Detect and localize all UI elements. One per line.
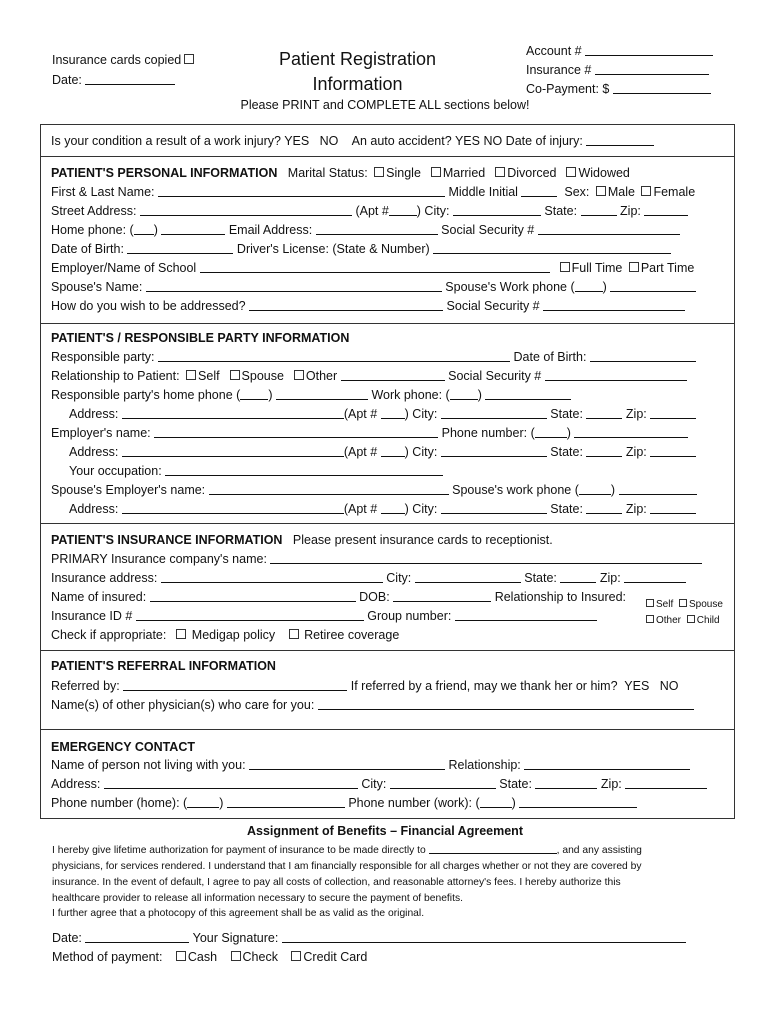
spouse-city-label: ) City: xyxy=(404,502,438,516)
spouse-zip-label: Zip: xyxy=(625,502,647,516)
ins-self-checkbox[interactable] xyxy=(646,599,654,607)
responsible-home-phone-field[interactable] xyxy=(276,387,368,400)
emergency-name-row xyxy=(51,756,726,775)
email-field[interactable] xyxy=(316,222,438,235)
full-time-checkbox[interactable] xyxy=(560,262,570,272)
referred-field[interactable] xyxy=(123,678,347,691)
relationship-label: Relationship to Patient: xyxy=(51,369,180,383)
home-phone-area-field[interactable] xyxy=(134,222,154,235)
rel-other-label: Other xyxy=(305,369,338,383)
spouse-zip-field[interactable] xyxy=(650,501,696,514)
street-row xyxy=(51,202,726,221)
spouse-employer-label: Spouse's Employer's name: xyxy=(51,483,206,497)
name-label: First & Last Name: xyxy=(51,185,155,199)
insured-relationship-label: Relationship to Insured: xyxy=(494,590,627,604)
footer-date-label: Date: xyxy=(52,931,82,945)
emergency-relationship-label: Relationship: xyxy=(448,758,521,772)
divorced-checkbox[interactable] xyxy=(495,167,505,177)
employer-zip-field[interactable] xyxy=(650,444,696,457)
spouse-address-label: Address: xyxy=(69,502,119,516)
spouse-employer-row: Spouse's Employer's name: Spouse's work phone ( ) xyxy=(51,481,726,500)
rel-other-field[interactable] xyxy=(341,368,445,381)
part-time-label: Part Time xyxy=(640,261,695,275)
insurance-id-field[interactable] xyxy=(136,608,364,621)
spouse-field[interactable] xyxy=(146,279,442,292)
credit-card-label: Credit Card xyxy=(303,950,368,964)
emergency-home-field[interactable] xyxy=(227,795,345,808)
full-time-label: Full Time xyxy=(571,261,623,275)
employer-row xyxy=(51,259,726,278)
footer-date-field[interactable] xyxy=(85,930,189,943)
assignment-title: Assignment of Benefits – Financial Agreement xyxy=(247,824,523,838)
spouse-address-row xyxy=(69,500,726,519)
physicians-field[interactable] xyxy=(318,697,694,710)
spouse-phone-label: Spouse's Work phone ( xyxy=(445,280,575,294)
insurance-heading: PATIENT'S INSURANCE INFORMATION xyxy=(51,533,283,547)
employer-address-row xyxy=(69,443,726,462)
emergency-city-label: City: xyxy=(361,777,387,791)
group-label: Group number: xyxy=(367,609,452,623)
insurance-zip-field[interactable] xyxy=(624,570,686,583)
insurance-city-label: City: xyxy=(386,571,412,585)
home-phone-row: Home phone: ( ) Email Address: Social Security # xyxy=(51,221,726,240)
injury-date-field[interactable] xyxy=(586,133,654,146)
dob-row xyxy=(51,240,726,259)
male-label: Male xyxy=(607,185,635,199)
insurance-address-field[interactable] xyxy=(161,570,383,583)
widowed-label: Widowed xyxy=(578,166,630,180)
header-date-label: Date: xyxy=(52,73,82,87)
responsible-address-label: Address: xyxy=(69,407,119,421)
emergency-address-field[interactable] xyxy=(104,776,358,789)
personal-heading: PATIENT'S PERSONAL INFORMATION xyxy=(51,166,278,180)
employer-city-field[interactable] xyxy=(441,444,547,457)
responsible-dob-field[interactable] xyxy=(590,349,696,362)
ins-spouse-checkbox[interactable] xyxy=(679,599,687,607)
employer-state-label: State: xyxy=(550,445,583,459)
employer-name-field[interactable] xyxy=(154,425,438,438)
payment-label: Method of payment: xyxy=(52,950,163,964)
responsible-zip-label: Zip: xyxy=(625,407,647,421)
spouse-row: Spouse's Name: Spouse's Work phone ( ) xyxy=(51,278,726,297)
responsible-work-phone-area[interactable] xyxy=(450,387,478,400)
employer-address-field[interactable] xyxy=(122,444,344,457)
account-row xyxy=(526,42,713,61)
responsible-party-row xyxy=(51,348,726,367)
female-checkbox[interactable] xyxy=(641,186,651,196)
insured-label: Name of insured: xyxy=(51,590,147,604)
cash-label: Cash xyxy=(187,950,218,964)
zip-field[interactable] xyxy=(644,203,688,216)
spouse-apt-field[interactable] xyxy=(381,501,405,514)
responsible-home-phone-area[interactable] xyxy=(240,387,268,400)
spouse-phone-area-field[interactable] xyxy=(575,279,603,292)
physicians-row xyxy=(51,696,726,715)
employer-name-row: Employer's name: Phone number: ( ) xyxy=(51,424,726,443)
emergency-heading: EMERGENCY CONTACT xyxy=(51,740,195,754)
thank-yes[interactable]: YES xyxy=(624,679,650,693)
state-field[interactable] xyxy=(581,203,617,216)
personal-section xyxy=(40,156,735,324)
emergency-state-label: State: xyxy=(499,777,532,791)
account-label: Account # xyxy=(526,44,582,58)
assignment-line-2: physicians, for services rendered. I understand that I am financially responsible for all charges whether or not they are covered by xyxy=(52,861,642,872)
emergency-state-field[interactable] xyxy=(535,776,597,789)
ins-child-checkbox[interactable] xyxy=(687,615,695,623)
rel-spouse-checkbox[interactable] xyxy=(230,370,240,380)
injury-section xyxy=(40,124,735,157)
employer-phone-area[interactable] xyxy=(535,425,567,438)
apt-field[interactable] xyxy=(389,203,417,216)
addressed-label: How do you wish to be addressed? xyxy=(51,299,246,313)
emergency-home-label: Phone number (home): ( xyxy=(51,796,188,810)
auto-accident-question: An auto accident? xyxy=(351,134,452,148)
title-line-1: Patient Registration xyxy=(278,49,437,69)
sex-label: Sex: xyxy=(564,185,590,199)
rel-self-checkbox[interactable] xyxy=(186,370,196,380)
occupation-label: Your occupation: xyxy=(69,464,162,478)
insured-dob-label: DOB: xyxy=(359,590,390,604)
dob-field[interactable] xyxy=(127,241,233,254)
check-label: Check xyxy=(242,950,278,964)
single-checkbox[interactable] xyxy=(374,167,384,177)
group-field[interactable] xyxy=(455,608,597,621)
referred-label: Referred by: xyxy=(51,679,120,693)
emergency-name-field[interactable] xyxy=(249,757,445,770)
responsible-address-row xyxy=(69,405,726,424)
signature-label: Your Signature: xyxy=(192,931,279,945)
employer-apt-label: (Apt # xyxy=(343,445,378,459)
street-field[interactable] xyxy=(140,203,352,216)
responsible-section xyxy=(40,323,735,524)
employer-label: Employer/Name of School xyxy=(51,261,197,275)
spouse-phone-field[interactable] xyxy=(610,279,696,292)
emergency-relationship-field[interactable] xyxy=(524,757,690,770)
primary-row xyxy=(51,550,726,569)
referred-row xyxy=(51,677,726,696)
credit-card-checkbox[interactable] xyxy=(291,951,301,961)
rel-other-checkbox[interactable] xyxy=(294,370,304,380)
part-time-checkbox[interactable] xyxy=(629,262,639,272)
spouse-label: Spouse's Name: xyxy=(51,280,143,294)
assignment-line-4: healthcare provider to release all information necessary to secure the payment of benefits. xyxy=(52,893,463,904)
injury-row xyxy=(51,132,726,151)
insurance-number-field[interactable] xyxy=(595,62,709,75)
city-label: ) City: xyxy=(416,204,450,218)
cash-checkbox[interactable] xyxy=(176,951,186,961)
name-field[interactable] xyxy=(158,184,445,197)
insurance-note: Please present insurance cards to receptionist. xyxy=(292,533,553,547)
responsible-dob-label: Date of Birth: xyxy=(513,350,587,364)
emergency-work-area[interactable] xyxy=(480,795,512,808)
employer-phone-label: Phone number: ( xyxy=(441,426,535,440)
auto-accident-yes[interactable]: YES xyxy=(454,134,480,148)
title-line-2: Information xyxy=(312,74,403,94)
responsible-home-phone-label: Responsible party's home phone ( xyxy=(51,388,241,402)
insurance-number-label: Insurance # xyxy=(526,63,592,77)
state-label: State: xyxy=(544,204,578,218)
responsible-work-phone-field[interactable] xyxy=(485,387,571,400)
spouse-work-phone-field[interactable] xyxy=(619,482,697,495)
assignment-line-1 xyxy=(52,843,742,859)
responsible-ssn-label: Social Security # xyxy=(448,369,542,383)
responsible-heading-row xyxy=(51,329,726,348)
payment-row xyxy=(52,948,367,967)
responsible-ssn-field[interactable] xyxy=(545,368,687,381)
emergency-zip-field[interactable] xyxy=(625,776,707,789)
married-checkbox[interactable] xyxy=(431,167,441,177)
spouse-state-field[interactable] xyxy=(586,501,622,514)
city-field[interactable] xyxy=(453,203,541,216)
responsible-party-label: Responsible party: xyxy=(51,350,155,364)
primary-field[interactable] xyxy=(270,551,702,564)
emergency-work-field[interactable] xyxy=(519,795,637,808)
copayment-field[interactable] xyxy=(613,81,711,94)
emergency-city-field[interactable] xyxy=(390,776,496,789)
responsible-zip-field[interactable] xyxy=(650,406,696,419)
check-appropriate-row xyxy=(51,626,726,645)
license-field[interactable] xyxy=(433,241,671,254)
work-injury-no[interactable]: NO xyxy=(319,134,339,148)
spouse-work-phone-area[interactable] xyxy=(579,482,611,495)
spouse-work-phone-label: Spouse's work phone ( xyxy=(452,483,579,497)
emergency-name-label: Name of person not living with you: xyxy=(51,758,246,772)
cards-copied-label: Insurance cards copied xyxy=(52,53,182,67)
ins-spouse-label: Spouse xyxy=(689,599,723,610)
responsible-work-phone-label: Work phone: ( xyxy=(371,388,450,402)
middle-initial-label: Middle Initial xyxy=(448,185,518,199)
apt-label: (Apt # xyxy=(355,204,389,218)
cards-copied-row xyxy=(52,51,196,70)
retiree-checkbox[interactable] xyxy=(289,629,299,639)
male-checkbox[interactable] xyxy=(596,186,606,196)
insurance-heading-row xyxy=(51,531,726,550)
header-date-row xyxy=(52,71,175,90)
check-checkbox[interactable] xyxy=(231,951,241,961)
responsible-apt-field[interactable] xyxy=(381,406,405,419)
ssn-label: Social Security # xyxy=(441,223,535,237)
ins-self-label: Self xyxy=(656,599,674,610)
employer-city-label: ) City: xyxy=(404,445,438,459)
zip-label: Zip: xyxy=(620,204,641,218)
emergency-home-area[interactable] xyxy=(187,795,219,808)
instruction-text: Please PRINT and COMPLETE ALL sections below! xyxy=(240,98,530,112)
insurance-city-field[interactable] xyxy=(415,570,521,583)
employer-name-label: Employer's name: xyxy=(51,426,151,440)
referral-heading: PATIENT'S REFERRAL INFORMATION xyxy=(51,659,276,673)
ssn-field[interactable] xyxy=(538,222,680,235)
copayment-label: Co-Payment: $ xyxy=(526,82,610,96)
employer-state-field[interactable] xyxy=(586,444,622,457)
signature-row xyxy=(52,929,686,948)
marital-label: Marital Status: xyxy=(287,166,368,180)
assignment-p1b: , and any assisting xyxy=(556,845,642,856)
insurance-address-row xyxy=(51,569,726,588)
single-label: Single xyxy=(386,166,421,180)
responsible-address-field[interactable] xyxy=(122,406,344,419)
insurance-number-row xyxy=(526,61,709,80)
ins-other-label: Other xyxy=(656,615,682,626)
cards-copied-checkbox[interactable] xyxy=(184,54,194,64)
name-row xyxy=(51,183,726,202)
widowed-checkbox[interactable] xyxy=(566,167,576,177)
work-injury-yes[interactable]: YES xyxy=(284,134,310,148)
spouse-city-field[interactable] xyxy=(441,501,547,514)
female-label: Female xyxy=(653,185,696,199)
medigap-label: Medigap policy xyxy=(191,628,276,642)
street-label: Street Address: xyxy=(51,204,137,218)
insurance-state-label: State: xyxy=(524,571,557,585)
personal-heading-row xyxy=(51,164,726,183)
spouse-apt-label: (Apt # xyxy=(343,502,378,516)
married-label: Married xyxy=(442,166,486,180)
insurance-zip-label: Zip: xyxy=(599,571,621,585)
check-appropriate-label: Check if appropriate: xyxy=(51,628,167,642)
insurance-address-label: Insurance address: xyxy=(51,571,158,585)
rel-self-label: Self xyxy=(198,369,220,383)
email-label: Email Address: xyxy=(228,223,313,237)
injury-date-label: Date of injury: xyxy=(505,134,583,148)
insured-dob-field[interactable] xyxy=(393,589,491,602)
rel-spouse-label: Spouse xyxy=(241,369,284,383)
ssn2-label: Social Security # xyxy=(446,299,540,313)
responsible-party-field[interactable] xyxy=(158,349,510,362)
insured-row xyxy=(51,588,726,607)
middle-initial-field[interactable] xyxy=(521,184,557,197)
insurance-section xyxy=(40,523,735,651)
assignment-line-5: I further agree that a photocopy of this agreement shall be as valid as the original. xyxy=(52,908,425,919)
auto-accident-no[interactable]: NO xyxy=(483,134,503,148)
home-phone-label: Home phone: ( xyxy=(51,223,134,237)
addressed-row xyxy=(51,297,726,316)
referral-section xyxy=(40,650,735,730)
ssn2-field[interactable] xyxy=(543,298,685,311)
responsible-state-field[interactable] xyxy=(586,406,622,419)
assignment-line-3: insurance. In the event of default, I agree to pay all costs of collection, and reasonable attorney's fees. I hereby authorize this xyxy=(52,877,621,888)
assignment-provider-field[interactable] xyxy=(429,843,557,854)
copayment-row xyxy=(526,80,711,99)
employer-zip-label: Zip: xyxy=(625,445,647,459)
ins-other-checkbox[interactable] xyxy=(646,615,654,623)
medigap-checkbox[interactable] xyxy=(176,629,186,639)
responsible-heading: PATIENT'S / RESPONSIBLE PARTY INFORMATION xyxy=(51,331,350,345)
insured-field[interactable] xyxy=(150,589,356,602)
responsible-phone-row: Responsible party's home phone ( ) Work phone: ( ) xyxy=(51,386,726,405)
thank-question: If referred by a friend, may we thank her or him? xyxy=(350,679,618,693)
primary-label: PRIMARY Insurance company's name: xyxy=(51,552,267,566)
physicians-label: Name(s) of other physician(s) who care for you: xyxy=(51,698,315,712)
relationship-row xyxy=(51,367,726,386)
emergency-address-row xyxy=(51,775,726,794)
insured-rel-options-1 xyxy=(643,597,723,613)
spouse-employer-field[interactable] xyxy=(209,482,449,495)
referral-heading-row xyxy=(51,657,726,676)
emergency-work-label: Phone number (work): ( xyxy=(348,796,480,810)
account-field[interactable] xyxy=(585,43,713,56)
employer-apt-field[interactable] xyxy=(381,444,405,457)
employer-field[interactable] xyxy=(200,260,550,273)
page-title xyxy=(255,47,460,97)
insurance-id-label: Insurance ID # xyxy=(51,609,133,623)
retiree-label: Retiree coverage xyxy=(304,628,400,642)
dob-label: Date of Birth: xyxy=(51,242,124,256)
assignment-p1a: I hereby give lifetime authorization for payment of insurance to be made directly to xyxy=(52,845,426,856)
spouse-address-field[interactable] xyxy=(122,501,344,514)
emergency-section xyxy=(40,729,735,819)
ins-child-label: Child xyxy=(696,615,720,626)
employer-address-label: Address: xyxy=(69,445,119,459)
addressed-field[interactable] xyxy=(249,298,443,311)
responsible-apt-label: (Apt # xyxy=(343,407,378,421)
emergency-zip-label: Zip: xyxy=(600,777,622,791)
thank-no[interactable]: NO xyxy=(659,679,679,693)
responsible-city-label: ) City: xyxy=(404,407,438,421)
occupation-field[interactable] xyxy=(165,463,443,476)
work-injury-question: Is your condition a result of a work injury? xyxy=(51,134,281,148)
divorced-label: Divorced xyxy=(507,166,557,180)
responsible-city-field[interactable] xyxy=(441,406,547,419)
responsible-state-label: State: xyxy=(550,407,583,421)
spouse-state-label: State: xyxy=(550,502,583,516)
employer-phone-field[interactable] xyxy=(574,425,688,438)
emergency-heading-row xyxy=(51,738,726,757)
emergency-phone-row: Phone number (home): ( ) Phone number (work): ( ) xyxy=(51,794,726,813)
home-phone-field[interactable] xyxy=(161,222,225,235)
occupation-row xyxy=(69,462,726,481)
insurance-id-row xyxy=(51,607,604,626)
emergency-address-label: Address: xyxy=(51,777,101,791)
header-date-field[interactable] xyxy=(85,72,175,85)
signature-field[interactable] xyxy=(282,930,686,943)
insurance-state-field[interactable] xyxy=(560,570,596,583)
license-label: Driver's License: (State & Number) xyxy=(236,242,430,256)
